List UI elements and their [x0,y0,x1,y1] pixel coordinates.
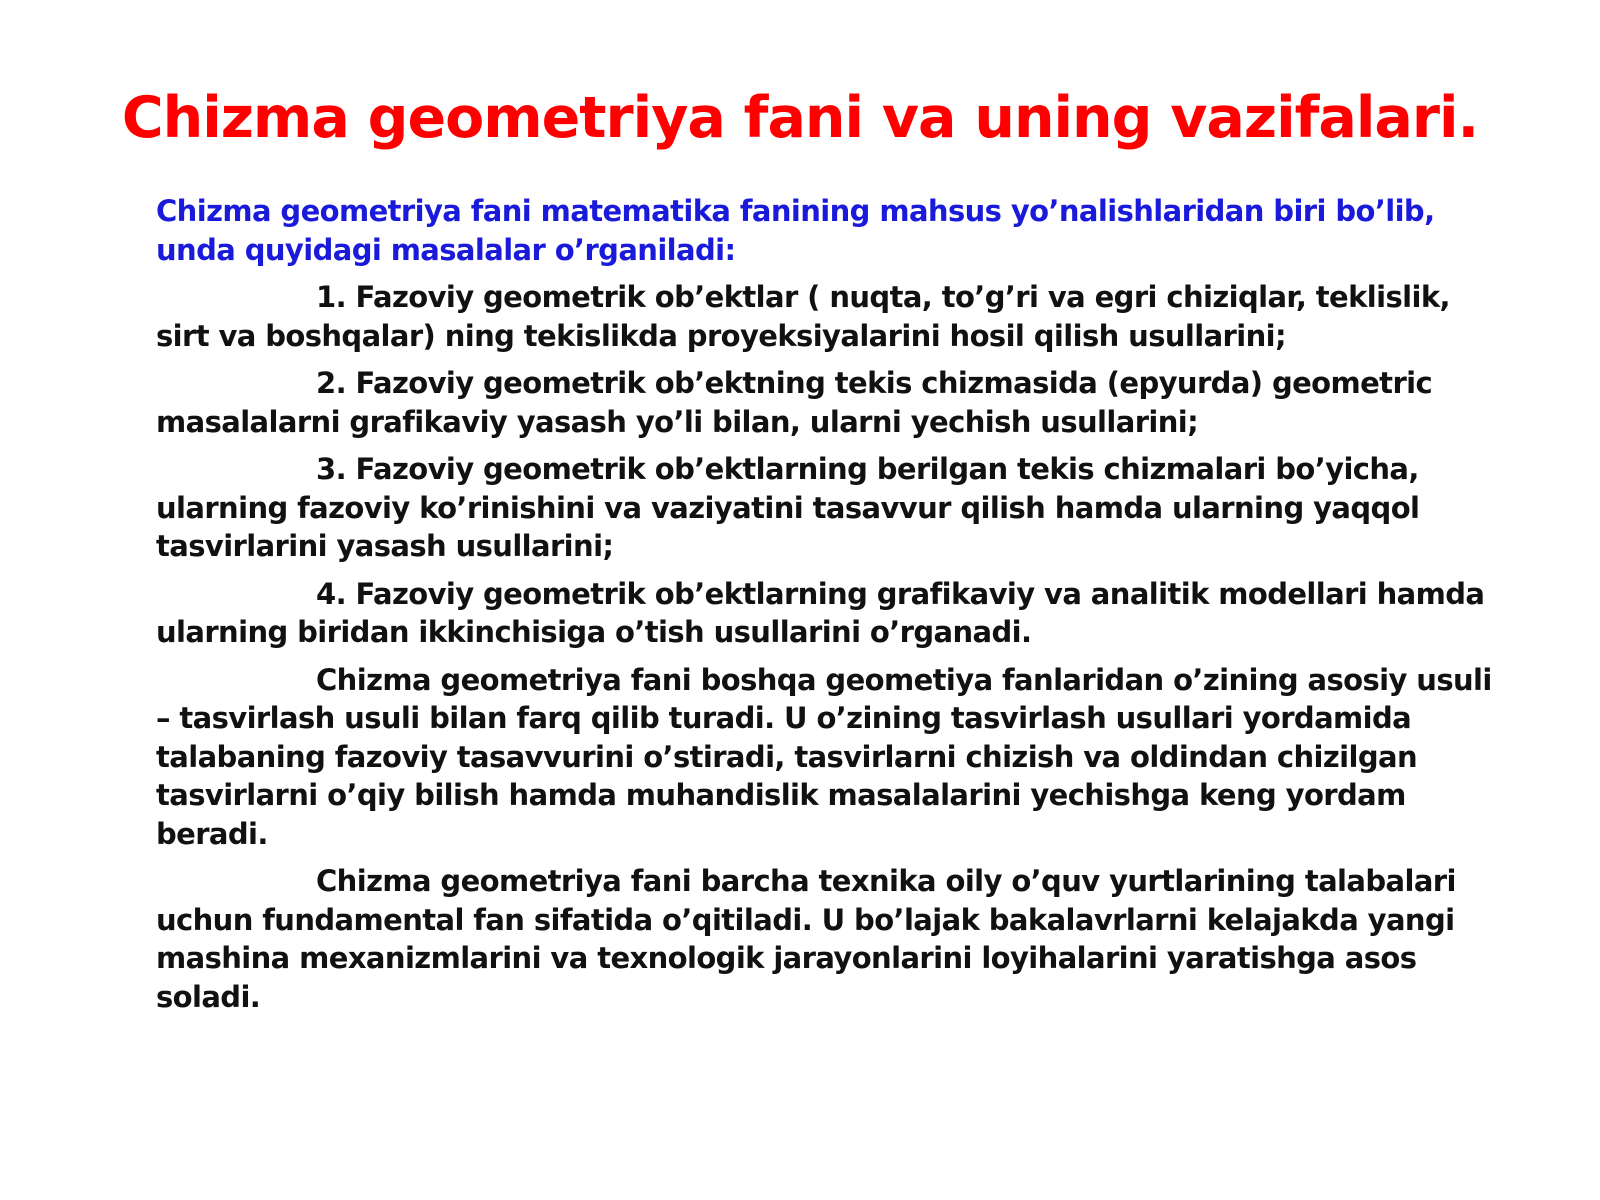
list-item-2: 2. Fazoviy geometrik ob’ektning tekis chizmasida (epyurda) geometric masalalarni grafikaviy yasash yo’li bilan, ularni yechish usullarini; [156,366,1433,439]
intro-paragraph: Chizma geometriya fani matematika fanining mahsus yo’nalishlaridan biri bo’lib, unda quyidagi masalalar o’rganiladi: [156,194,1435,267]
list-item-4: 4. Fazoviy geometrik ob’ektlarning grafikaviy va analitik modellari hamda ularning biridan ikkinchisiga o’tish usullarini o’rganadi. [156,576,1485,649]
slide-body [156,192,1496,1025]
slide-title: Chizma geometriya fani va uning vazifalari. [121,85,1479,151]
body-paragraph-2: Chizma geometriya fani barcha texnika oily o’quv yurtlarining talabalari uchun fundamental fan sifatida o’qitiladi. U bo’lajak bakalavrlarni kelajakda yangi mashina mexanizmlarini va texnologik jarayonlarini loyihalarini yaratishga asos soladi. [156,864,1456,1014]
body-paragraph-1: Chizma geometriya fani boshqa geometiya fanlaridan o’zining asosiy usuli – tasvirlash usuli bilan farq qilib turadi. U o’zining tasvirlash usullari yordamida talabaning fazoviy tasavvurini o’stiradi, tasvirlarni chizish va oldindan chizilgan tasvirlarni o’qiy bilish hamda muhandislik masalalarini yechishga keng yordam beradi. [156,662,1492,851]
list-item-3: 3. Fazoviy geometrik ob’ektlarning berilgan tekis chizmalari bo’yicha, ularning fazoviy ko’rinishini va vaziyatini tasavvur qilish hamda ularning yaqqol tasvirlarini yasash usullarini; [156,452,1420,563]
list-item-1: 1. Fazoviy geometrik ob’ektlar ( nuqta, to’g’ri va egri chiziqlar, teklislik, sirt va boshqalar) ning tekislikda proyeksiyalarini hosil qilish usullarini; [156,280,1450,353]
